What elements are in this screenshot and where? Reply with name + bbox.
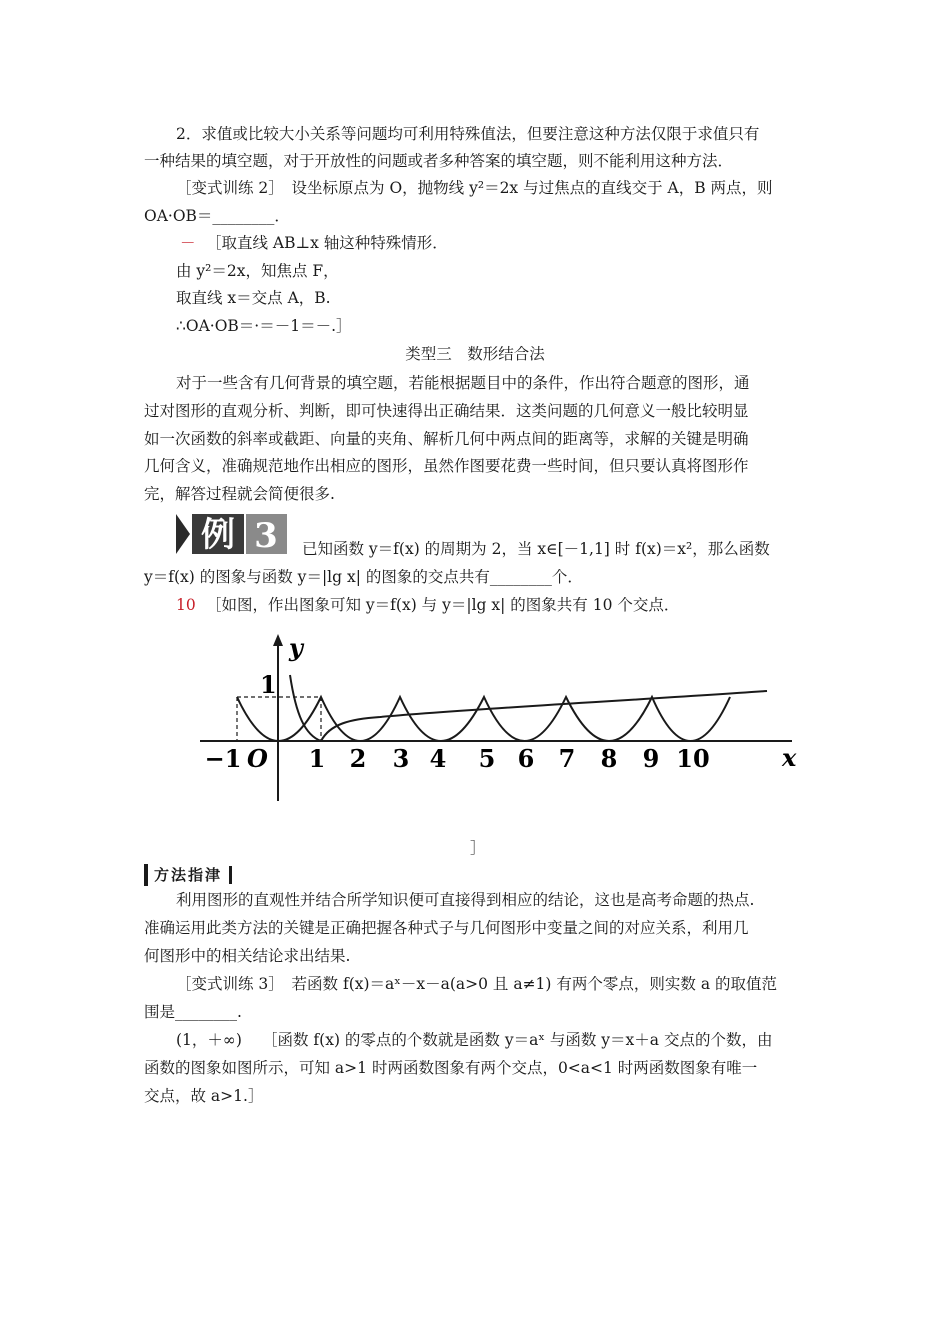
variant-2-solution: ∴OA·OB＝·＝－1＝－.］ (176, 317, 352, 335)
badge-char: 例 (201, 515, 235, 555)
badge-num: 3 (254, 516, 278, 556)
x-tick: 5 (478, 744, 496, 773)
y-tick-1: 1 (260, 670, 277, 699)
variant-3-solution: 交点，故 a>1.］ (144, 1087, 264, 1105)
intro-line: 如一次函数的斜率或截距、向量的夹角、解析几何中两点间的距离等，求解的关键是明确 (144, 430, 749, 448)
variant-3-answer: (1，＋∞) (176, 1031, 242, 1049)
variant-2-solution: 由 y²＝2x，知焦点 F， (176, 262, 339, 280)
solution-closing-bracket: ］ (470, 839, 486, 857)
example-solution: ［如图，作出图象可知 y＝f(x) 与 y＝|lg x| 的图象共有 10 个交点． (206, 596, 680, 614)
x-tick: −1 (204, 744, 242, 773)
variant-2-question: ［变式训练 2］ 设坐标原点为 O，抛物线 y²＝2x 与过焦点的直线交于 A，B 两点，则 (176, 179, 773, 197)
example-question: 已知函数 y＝f(x) 的周期为 2，当 x∈[－1,1] 时 f(x)＝x²，那么函数 (302, 540, 770, 558)
x-tick: 1 (308, 744, 326, 773)
variant-3-question-blank: 围是________. (144, 1003, 242, 1021)
function-graph (196, 632, 808, 810)
intro-line: 对于一些含有几何背景的填空题，若能根据题目中的条件，作出符合题意的图形，通 (176, 374, 750, 392)
lg-curve-right (321, 691, 767, 741)
x-tick: 7 (558, 744, 576, 773)
section-title: 类型三 数形结合法 (405, 345, 545, 363)
variant-3-solution: 函数的图象如图所示，可知 a>1 时两函数图象有两个交点，0<a<1 时两函数图象有唯一 (144, 1059, 758, 1077)
method-line: 何图形中的相关结论求出结果. (144, 947, 351, 965)
variant-2-solution: 取直线 x＝交点 A，B. (176, 289, 331, 307)
x-tick: 6 (517, 744, 535, 773)
x-tick: 8 (600, 744, 618, 773)
x-tick: 2 (349, 744, 367, 773)
variant-2-solution: ［取直线 AB⊥x 轴这种特殊情形． (206, 234, 448, 252)
x-tick: 4 (429, 744, 447, 773)
x-tick: 3 (392, 744, 410, 773)
x-tick: 10 (676, 744, 710, 773)
badge-arrow (176, 514, 190, 554)
paragraph-line: 一种结果的填空题，对于开放性的问题或者多种答案的填空题，则不能利用这种方法． (144, 152, 734, 170)
origin-label: O (247, 744, 268, 773)
y-axis-arrow (273, 634, 283, 646)
intro-line: 过对图形的直观分析、判断，即可快速得出正确结果．这类问题的几何意义一般比较明显 (144, 402, 749, 420)
variant-3-solution: ［函数 f(x) 的零点的个数就是函数 y＝aˣ 与函数 y＝x＋a 交点的个数，由 (262, 1031, 773, 1049)
method-line: 准确运用此类方法的关键是正确把握各种式子与几何图形中变量之间的对应关系，利用几 (144, 919, 749, 937)
x-tick: 9 (642, 744, 660, 773)
variant-3-question: ［变式训练 3］ 若函数 f(x)＝aˣ－x－a(a>0 且 a≠1) 有两个零点，则实数 a 的取值范 (176, 975, 777, 993)
variant-2-answer: － (180, 234, 196, 252)
variant-2-question-blank: OA·OB＝________． (144, 207, 290, 225)
example-badge (176, 512, 287, 556)
example-answer: 10 (176, 596, 196, 614)
intro-line: 完，解答过程就会简便很多. (144, 485, 335, 503)
method-tag: 方法指津 (144, 864, 228, 886)
paragraph-line: 2．求值或比较大小关系等问题均可利用特殊值法，但要注意这种方法仅限于求值只有 (176, 125, 760, 143)
axis-label-x: x (782, 743, 797, 772)
axis-label-y: y (289, 633, 303, 662)
method-line: 利用图形的直观性并结合所学知识便可直接得到相应的结论，这也是高考命题的热点. (176, 891, 755, 909)
example-question: y＝f(x) 的图象与函数 y＝|lg x| 的图象的交点共有________个． (144, 568, 583, 586)
intro-line: 几何含义，准确规范地作出相应的图形，虽然作图要花费一些时间，但只要认真将图形作 (144, 457, 749, 475)
